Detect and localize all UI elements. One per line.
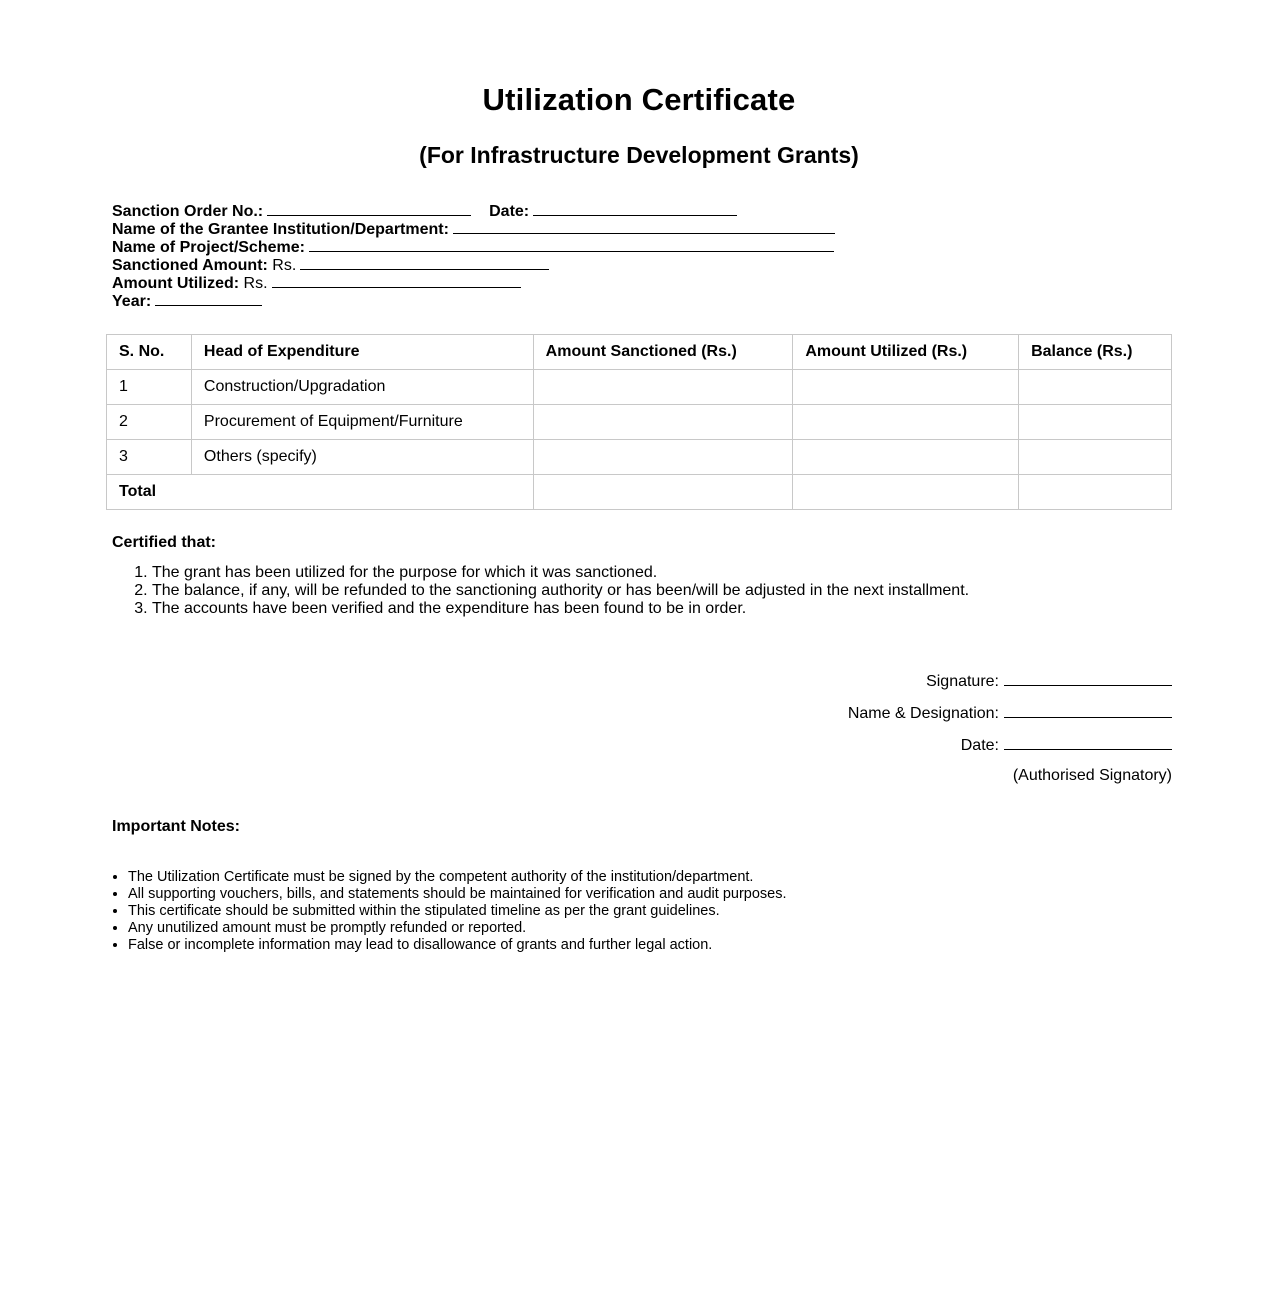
cell-sanctioned[interactable] (533, 440, 793, 475)
sanctioned-amount-prefix: Rs. (272, 257, 297, 274)
year-row (112, 291, 835, 309)
project-field[interactable] (309, 237, 834, 252)
date-field[interactable] (533, 201, 737, 216)
total-sanctioned[interactable] (533, 475, 793, 510)
sanction-order-label: Sanction Order No.: (112, 203, 264, 220)
sanction-order-row (112, 201, 835, 219)
grantee-label: Name of the Grantee Institution/Department: (112, 221, 449, 238)
cell-balance[interactable] (1019, 440, 1172, 475)
cell-balance[interactable] (1019, 370, 1172, 405)
total-label: Total (107, 475, 534, 510)
column-header-head: Head of Expenditure (191, 335, 533, 370)
header-fields (112, 201, 835, 309)
certified-list (112, 564, 969, 618)
signature-field[interactable] (1004, 671, 1172, 686)
year-label: Year: (112, 293, 152, 310)
list-item: 2. The balance, if any, will be refunded to the sanctioning authority or has been/will be adjusted in the next installment. (152, 582, 969, 600)
amount-utilized-row (112, 273, 835, 291)
certified-heading: Certified that: (112, 534, 216, 551)
list-item: • All supporting vouchers, bills, and statements should be maintained for verification and audit purposes. (128, 886, 787, 903)
name-designation-label: Name & Designation: (847, 705, 999, 722)
cell-head: Others (specify) (191, 440, 533, 475)
column-header-utilized: Amount Utilized (Rs.) (793, 335, 1019, 370)
sanctioned-amount-field[interactable] (300, 255, 549, 270)
signature-date-row (848, 735, 1172, 767)
total-utilized[interactable] (793, 475, 1019, 510)
total-balance[interactable] (1019, 475, 1172, 510)
cell-balance[interactable] (1019, 405, 1172, 440)
list-item: • This certificate should be submitted within the stipulated timeline as per the grant guidelines. (128, 903, 787, 920)
table-header-row (107, 335, 1172, 370)
amount-utilized-label: Amount Utilized: (112, 275, 240, 292)
project-row (112, 237, 835, 255)
list-item: • Any unutilized amount must be promptly refunded or reported. (128, 920, 787, 937)
cell-utilized[interactable] (793, 440, 1019, 475)
column-header-balance: Balance (Rs.) (1019, 335, 1172, 370)
expenditure-table (106, 334, 1172, 510)
date-label: Date: (489, 203, 530, 220)
signature-block (848, 671, 1172, 799)
sanctioned-amount-label: Sanctioned Amount: (112, 257, 268, 274)
list-item: 3. The accounts have been verified and the expenditure has been found to be in order. (152, 600, 969, 618)
signature-date-field[interactable] (1004, 735, 1172, 750)
amount-utilized-prefix: Rs. (243, 275, 268, 292)
name-designation-row (848, 703, 1172, 735)
sanctioned-amount-row (112, 255, 835, 273)
signature-date-label: Date: (960, 737, 999, 754)
cell-head: Construction/Upgradation (191, 370, 533, 405)
signature-label: Signature: (926, 673, 999, 690)
page-title: Utilization Certificate (482, 82, 796, 117)
list-item: • False or incomplete information may lead to disallowance of grants and further legal action. (128, 937, 787, 954)
cell-sno: 1 (107, 370, 192, 405)
table-row (107, 440, 1172, 475)
list-item: • The Utilization Certificate must be signed by the competent authority of the institution/department. (128, 869, 787, 886)
signature-row (848, 671, 1172, 703)
name-designation-field[interactable] (1004, 703, 1172, 718)
cell-utilized[interactable] (793, 405, 1019, 440)
project-label: Name of Project/Scheme: (112, 239, 305, 256)
table-total-row (107, 475, 1172, 510)
cell-sno: 3 (107, 440, 192, 475)
column-header-sanctioned: Amount Sanctioned (Rs.) (533, 335, 793, 370)
table-row (107, 405, 1172, 440)
year-field[interactable] (155, 291, 262, 306)
signatory-role: (Authorised Signatory) (1012, 767, 1172, 784)
cell-sno: 2 (107, 405, 192, 440)
cell-head: Procurement of Equipment/Furniture (191, 405, 533, 440)
notes-list (112, 869, 787, 954)
page-subtitle: (For Infrastructure Development Grants) (419, 142, 859, 168)
grantee-row (112, 219, 835, 237)
cell-utilized[interactable] (793, 370, 1019, 405)
sanction-order-field[interactable] (267, 201, 471, 216)
amount-utilized-field[interactable] (272, 273, 521, 288)
notes-heading: Important Notes: (112, 818, 240, 835)
column-header-sno: S. No. (107, 335, 192, 370)
cell-sanctioned[interactable] (533, 370, 793, 405)
cell-sanctioned[interactable] (533, 405, 793, 440)
table-row (107, 370, 1172, 405)
list-item: 1. The grant has been utilized for the purpose for which it was sanctioned. (152, 564, 969, 582)
grantee-field[interactable] (453, 219, 835, 234)
